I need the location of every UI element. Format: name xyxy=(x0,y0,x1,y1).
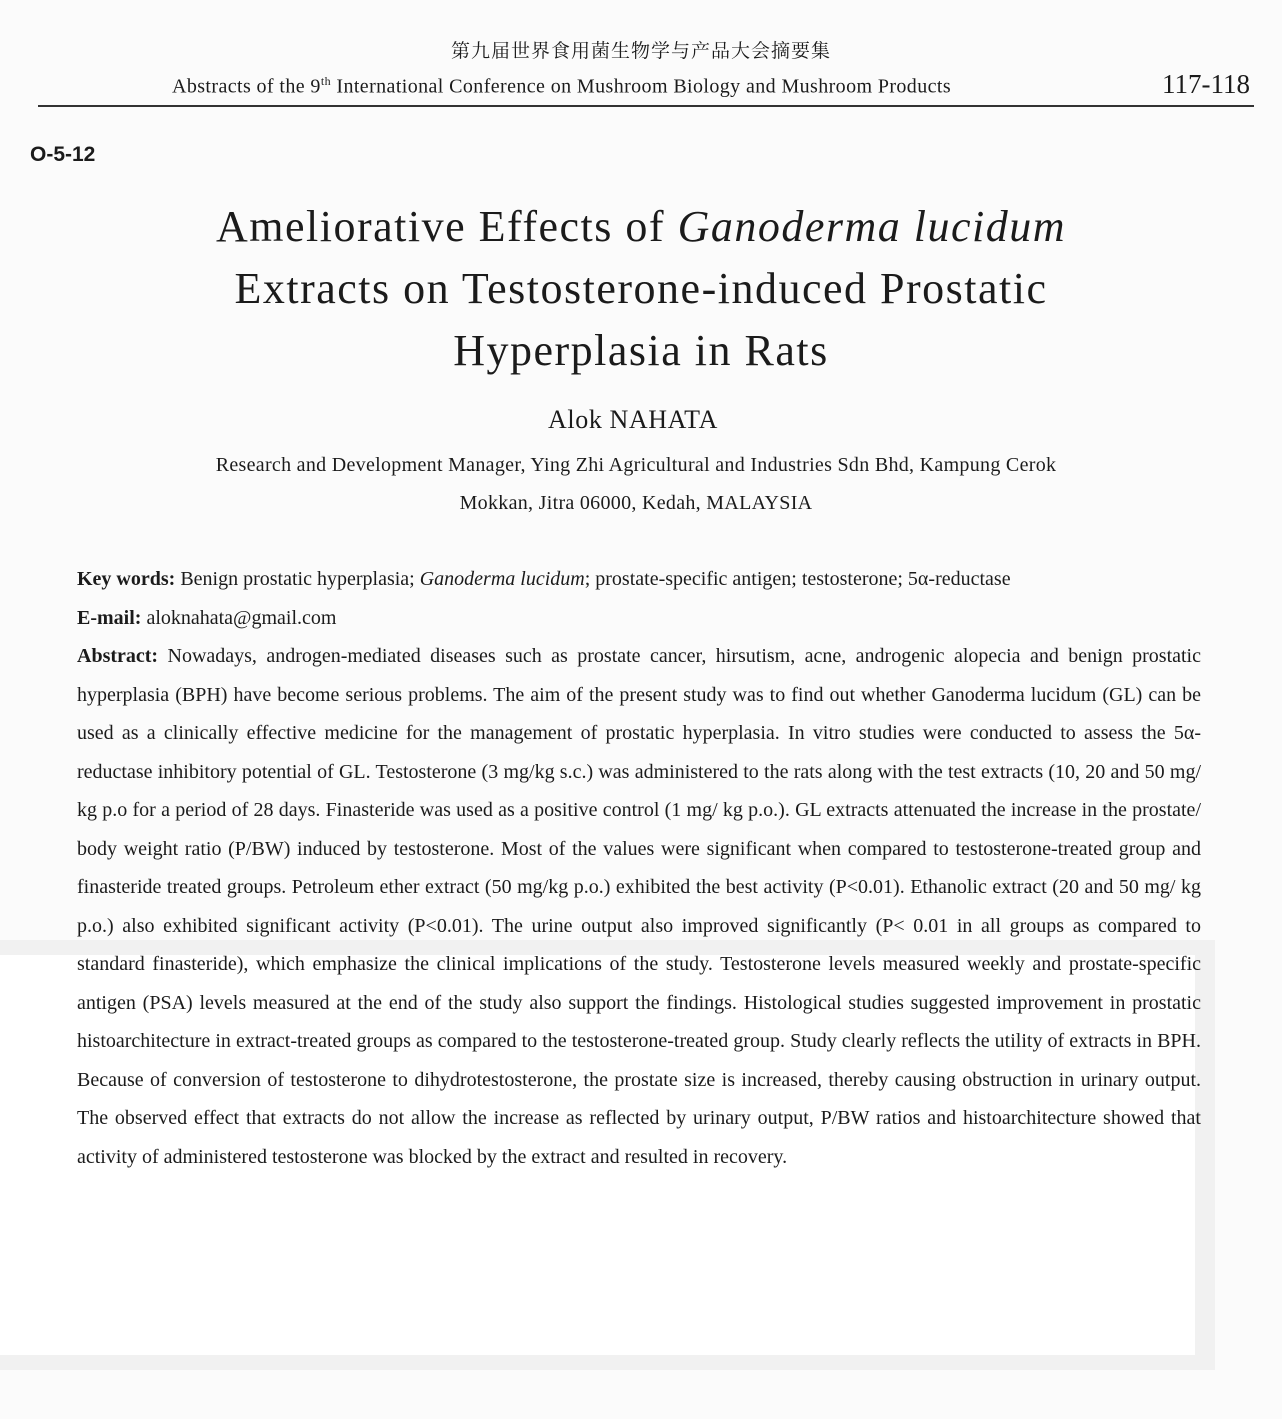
email-label: E-mail: xyxy=(77,606,142,629)
header-chinese-title: 第九届世界食用菌生物学与产品大会摘要集 xyxy=(450,40,831,62)
title-italic: Ganoderma lucidum xyxy=(677,202,1067,251)
title-line-1 xyxy=(60,196,1222,258)
header-english-title xyxy=(172,74,951,99)
title-line-3: Hyperplasia in Rats xyxy=(453,326,829,375)
keywords-label: Key words: xyxy=(77,568,176,590)
header-english-title-post: International Conference on Mushroom Biology and Mushroom Products xyxy=(330,75,952,98)
page-range: 117-118 xyxy=(1162,69,1250,99)
affiliation-line-2: Mokkan, Jitra 06000, Kedah, MALAYSIA xyxy=(459,492,813,514)
email-line xyxy=(77,599,1201,638)
header-divider xyxy=(38,105,1254,107)
author: Alok NAHATA xyxy=(548,405,718,434)
article-code: O-5-12 xyxy=(30,143,96,166)
title-line-2: Extracts on Testosterone-induced Prostatic xyxy=(234,264,1048,313)
email-address[interactable]: aloknahata@gmail.com xyxy=(141,606,337,629)
keywords-post: ; prostate-specific antigen; testosterone; 5α-reductase xyxy=(584,568,1011,590)
abstract-text: Nowadays, androgen-mediated diseases such as prostate cancer, hirsutism, acne, androgenic alopecia and benign prostatic hyperplasia (BPH) have become serious problems. The aim of the present study was to find out whether Ganoderma lucidum (GL) can be used as a clinically effective medicine for the management of prostatic hyperplasia. In vitro studies were conducted to assess the 5α-reductase inhibitory potential of GL. Testosterone (3 mg/kg s.c.) was administered to the rats along with the test extracts (10, 20 and 50 mg/ kg p.o for a period of 28 days. Finasteride was used as a positive control (1 mg/ kg p.o.). GL extracts attenuated the increase in the prostate/ body weight ratio (P/BW) induced by testosterone. Most of the values were significant when compared to testosterone-treated group and finasteride treated groups. Petroleum ether extract (50 mg/kg p.o.) exhibited the best activity (P<0.01). Ethanolic extract (20 and 50 mg/ kg p.o.) also exhibited significant activity (P<0.01). The urine output also improved significantly (P< 0.01 in all groups as compared to standard finasteride), which emphasize the clinical implications of the study. Testosterone levels measured weekly and prostate-specific antigen (PSA) levels measured at the end of the study also support the findings. Histological studies suggested improvement in prostatic histoarchitecture in extract-treated groups as compared to the testosterone-treated group. Study clearly reflects the utility of extracts in BPH. Because of conversion of testosterone to dihydrotestosterone, the prostate size is increased, thereby causing obstruction in urinary output. The observed effect that extracts do not allow the increase as reflected by urinary output, P/BW ratios and histoarchitecture showed that activity of administered testosterone was blocked by the extract and resulted in recovery. xyxy=(77,645,1201,1168)
header-english-title-sup: th xyxy=(320,74,331,88)
article-body xyxy=(77,560,1201,1176)
abstract-label: Abstract: xyxy=(77,645,159,667)
keywords-italic: Ganoderma lucidum xyxy=(419,568,585,590)
header-english-title-pre: Abstracts of the 9 xyxy=(172,75,321,98)
keywords xyxy=(77,560,1201,599)
keywords-pre: Benign prostatic hyperplasia; xyxy=(175,568,420,590)
affiliation xyxy=(100,446,1172,522)
title-part1: Ameliorative Effects of xyxy=(215,202,678,251)
article-title xyxy=(60,196,1222,382)
affiliation-line-1: Research and Development Manager, Ying Zhi Agricultural and Industries Sdn Bhd, Kampung Cerok xyxy=(215,454,1057,476)
abstract xyxy=(77,637,1201,1176)
